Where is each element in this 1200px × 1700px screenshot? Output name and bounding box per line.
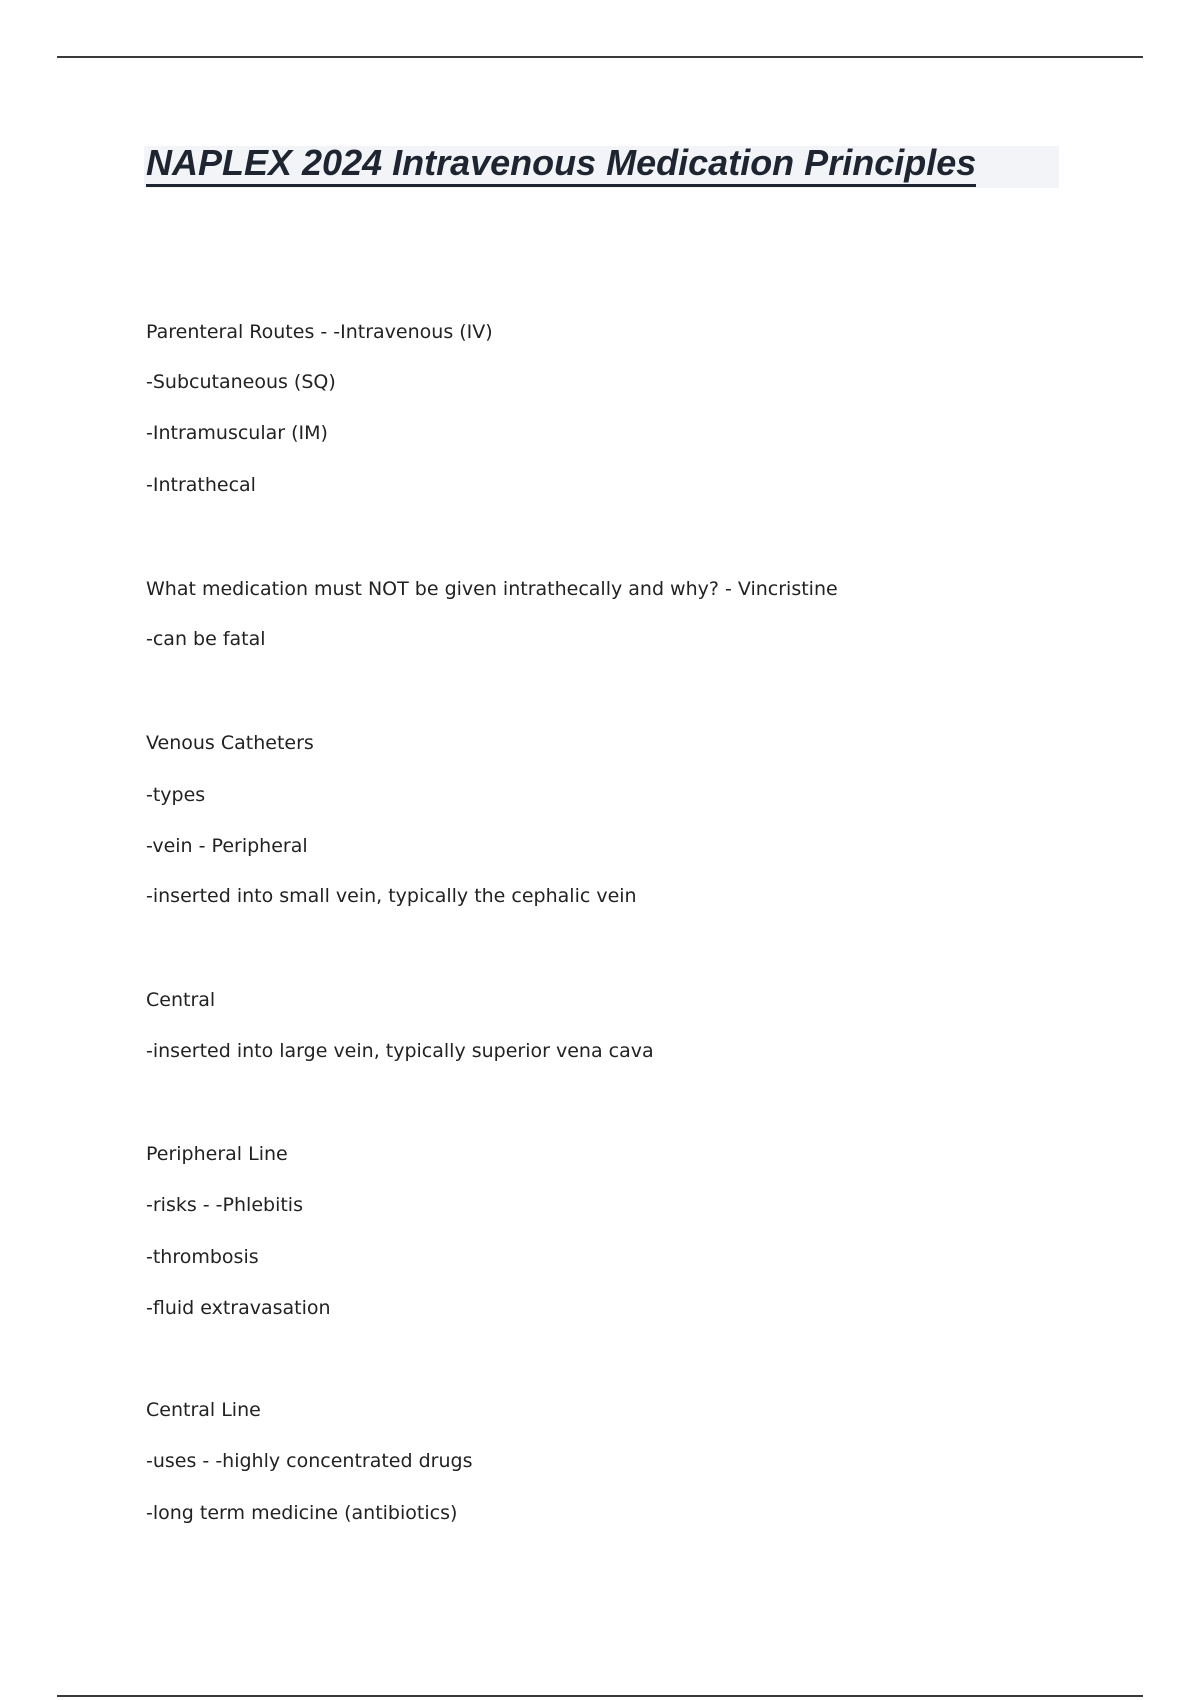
text-line: -long term medicine (antibiotics)	[146, 1502, 458, 1524]
text-line: -vein - Peripheral	[146, 835, 308, 857]
text-line: -thrombosis	[146, 1246, 259, 1268]
footer-rule	[57, 1695, 1143, 1697]
text-line: -types	[146, 784, 206, 806]
text-line: Venous Catheters	[146, 732, 314, 754]
text-line: -fluid extravasation	[146, 1297, 331, 1319]
text-line: Peripheral Line	[146, 1143, 288, 1165]
text-line: -Intramuscular (IM)	[146, 422, 328, 444]
text-line: -Intrathecal	[146, 474, 256, 496]
text-line: Central Line	[146, 1399, 261, 1421]
text-line: -can be fatal	[146, 628, 266, 650]
document-title: NAPLEX 2024 Intravenous Medication Principles	[146, 143, 976, 187]
text-line: Parenteral Routes - -Intravenous (IV)	[146, 321, 493, 343]
text-line: -inserted into small vein, typically the cephalic vein	[146, 885, 637, 907]
text-line: -uses - -highly concentrated drugs	[146, 1450, 473, 1472]
header-rule	[57, 56, 1143, 58]
text-line: What medication must NOT be given intrathecally and why? - Vincristine	[146, 578, 838, 600]
text-line: -inserted into large vein, typically superior vena cava	[146, 1040, 654, 1062]
text-line: -risks - -Phlebitis	[146, 1194, 303, 1216]
text-line: Central	[146, 989, 216, 1011]
text-line: -Subcutaneous (SQ)	[146, 371, 336, 393]
